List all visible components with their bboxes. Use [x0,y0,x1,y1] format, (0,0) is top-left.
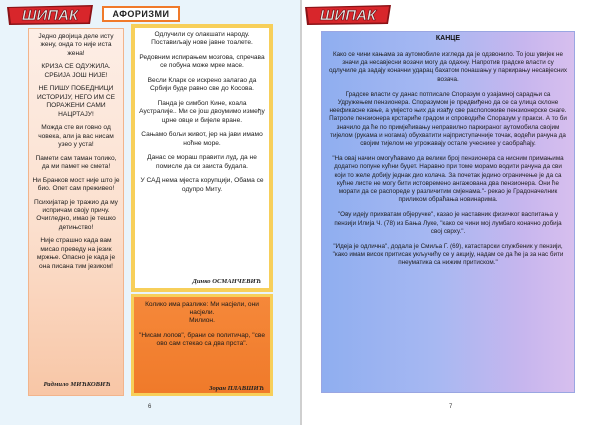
article-paragraph: "На овај начин омогућавамо да велики број пензионера са нисним примањима додатно попуне кућни буџет. Наравно при томе морамо водити рачуна да сви који то желе добију једнак дио колача. За почетак једино ограничење је да са кућне листе не могу бити истовремено ангажована два пензионера. Они ће морати да се распореде у различитим смјенама."- рекао је Градоначелник приликом обраћања новинарима. [332,155,564,204]
page-number-left: 6 [148,404,152,410]
magazine-logo-left [4,3,96,27]
aphorism: "Нисам лопов", брани се политичар, "све ово сам стекао са два прста". [138,331,265,347]
author-signature: Динко ОСМАНЧЕВИЋ [192,278,261,285]
svg-text:ШИПАК: ШИПАК [319,7,377,24]
aphorisms-column-right [131,24,273,292]
aphorism: Редовним испирањем мозгова, спречава се побуна може мрке масе. [139,54,265,70]
aphorism: Милион. [189,317,215,325]
aphorism: Једно двојица деле исту жену, онда то није иста жена! [38,33,114,57]
aphorism: Можда сте ви говно од човека, али ја вас нисам узео у уста! [38,124,114,149]
article-card [321,31,575,393]
magazine-logo-right [302,3,394,27]
article-paragraph: Како се чини кањама за аутомобиле изгледа да је одзвонило. То још увијек не значи да несавјесни возачи могу да одахну. Напротив градске власти су одлучиле да задају коначни ударац бахатом понашању у паркирању несавјесних возача. [328,51,568,83]
aphorism: КРИЗА СЕ ОДУЖИЛА. СРБИЈА ЈОШ НИЈЕ! [41,63,111,79]
aphorism: Панда је симбол Кине, коала Аустралије.. Ми се још двоумимо између црне овце и бијеле вране. [139,100,265,124]
aphorism: Весли Кларк се искрено залагао да Србији буде равно све до Косова. [147,77,257,93]
article-title: КАНЦЕ [435,35,461,42]
aphorism: НЕ ПИШУ ПОБЕДНИЦИ ИСТОРИЈУ, НЕГО ИМ СЕ ПОРАЖЕНИ САМИ НАЦРТАЈУ! [36,85,116,118]
article-paragraph: "Идеја је одлична", додала је Смиља Г. (69), катастарски службеник у пензији, "како имам висок притисак укључићу се у акцију, надам се да ће ја за нас бити пнеуматика са нижим притиском." [332,243,564,267]
aphorism: Психијатар је тражио да му испричам своју причу. Очигледно, имао је тешко детињство! [34,198,118,231]
page-number-right: 7 [449,404,453,410]
article-paragraph: "Ову идеју прихватам објеручке", казао је наставник физичког васпитања у пензији Илија Ч. (78) из Бања Луке, "како се чини мој лумбаго коначно добија свој сврху.". [334,211,562,235]
article-paragraph: Градске власти су данас потписале Споразум о узајамној сарадњи са Удружењем пензионера. Споразумом је предвиђено да се са улица склоне неефикасне кање, а умјесто њих да изађу све расположиве пензионерске снаге. Патроле пензионера крстариће градом и спроводиће Споразум у пракси. А то би значило да ће по примјећивању неправилно паркираног аутомобила својим тијелом (рукама и ногама) обухватити најприступачније точак, водећи рачуна да својим тијелом не угрожавају остале учеснике у саобраћају. [329,90,567,148]
aphorism: Данас се мораш правити луд, да не помисле да си заиста будала. [147,154,257,170]
author-signature: Зоран ПЛАВШИЋ [209,385,264,392]
aphorism: Сањамо бољи живот, јер на јави имамо ноћне море. [141,131,263,147]
aphorism: Није страшно када вам мисао преведу на језик мржње. Опасно је када је она писана тим језиком! [36,237,116,270]
author-signature: Радмило МИЋКОВИЋ [43,381,111,388]
article-body [328,51,568,268]
aphorism: У САД нема мјеста корупцији, Обама се одупро Миту. [140,177,264,193]
aphorism: Колико има разлике: Ми насјели, они насјели. [145,301,259,317]
aphorisms-orange-box [131,294,273,396]
aphorism: Одлучили су олакшати народу. Поставиљају нове јавне тоалете. [151,31,253,47]
aphorism: Ни Бранков мост није што је био. Опет сам преживео! [32,176,120,193]
aphorisms-column-left [28,28,124,396]
section-title-aphorisms: АФОРИЗМИ [102,6,180,22]
svg-text:ШИПАК: ШИПАК [21,7,79,24]
aphorism: Памети сам таман толико, да ми памет не смета! [35,154,117,171]
